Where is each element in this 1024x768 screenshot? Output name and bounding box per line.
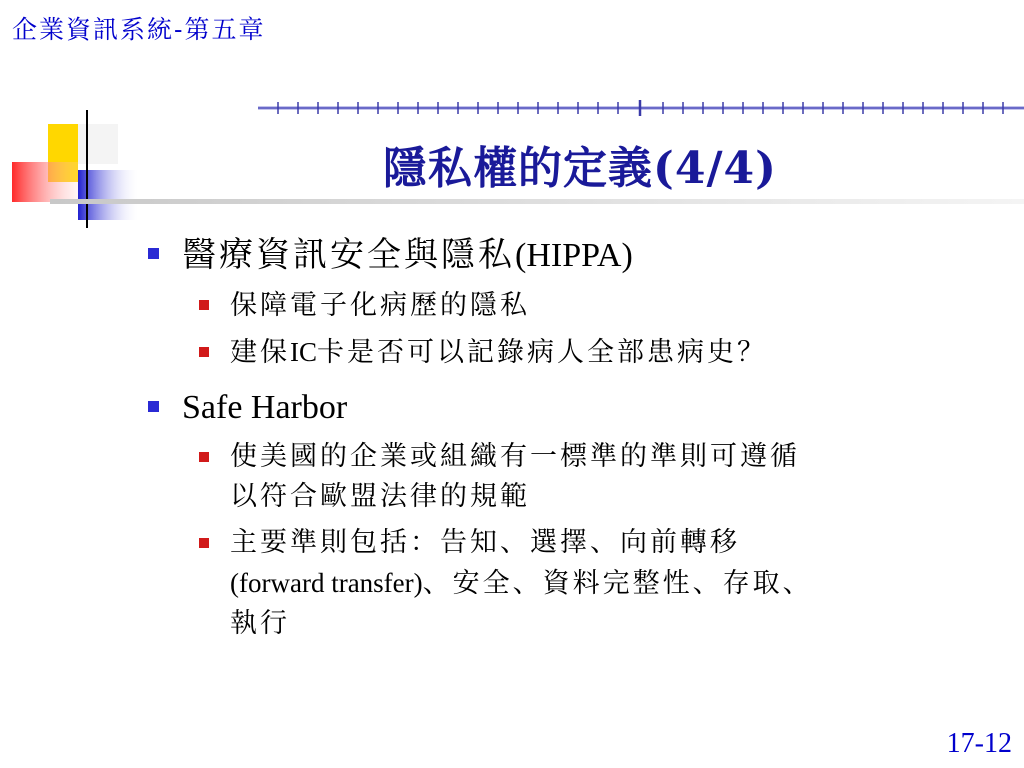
square-bullet-icon xyxy=(199,538,209,548)
sub-bullet-text-latin: IC xyxy=(290,337,317,367)
slide-title: 隱私權的定義(4/4) xyxy=(383,143,777,194)
chapter-header: 企業資訊系統-第五章 xyxy=(12,15,266,44)
page-number: 17-12 xyxy=(946,728,1012,759)
sub-bullet-text: 保障電子化病歷的隱私 xyxy=(230,290,530,321)
title-underline xyxy=(50,199,1024,204)
decorative-squares xyxy=(0,0,140,240)
square-bullet-icon xyxy=(148,248,159,259)
sub-bullet-item xyxy=(140,285,1020,326)
bullet-item-hippa xyxy=(140,232,1020,279)
square-bullet-icon xyxy=(199,347,209,357)
bullet-text-latin: Safe Harbor xyxy=(182,389,348,426)
bullet-text-cjk: 醫療資訊安全與隱私 xyxy=(182,235,515,275)
sub-bullet-text: 執行 xyxy=(230,608,290,639)
sub-bullet-text: 以符合歐盟法律的規範 xyxy=(230,481,530,512)
bullet-text-latin: (HIPPA) xyxy=(515,237,633,274)
bullet-list xyxy=(140,232,1020,644)
square-bullet-icon xyxy=(199,452,209,462)
square-bullet-icon xyxy=(148,401,159,412)
bullet-item-safe-harbor xyxy=(140,385,1020,431)
sub-bullet-item xyxy=(140,523,1020,644)
sub-bullet-item xyxy=(140,332,1020,373)
sub-bullet-text: 卡是否可以記錄病人全部患病史？ xyxy=(317,337,767,368)
square-bullet-icon xyxy=(199,300,209,310)
sub-bullet-text: 建保 xyxy=(230,337,290,368)
decorative-ruler xyxy=(258,98,1024,118)
sub-bullet-text: 主要準則包括：告知、選擇、向前轉移 xyxy=(230,527,740,558)
sub-bullet-text: 使美國的企業或組織有一標準的準則可遵循 xyxy=(230,441,800,472)
sub-bullet-item xyxy=(140,437,1020,517)
sub-bullet-text: 、安全、資料完整性、存取、 xyxy=(422,568,813,599)
sub-bullet-text-latin: (forward transfer) xyxy=(230,568,423,598)
